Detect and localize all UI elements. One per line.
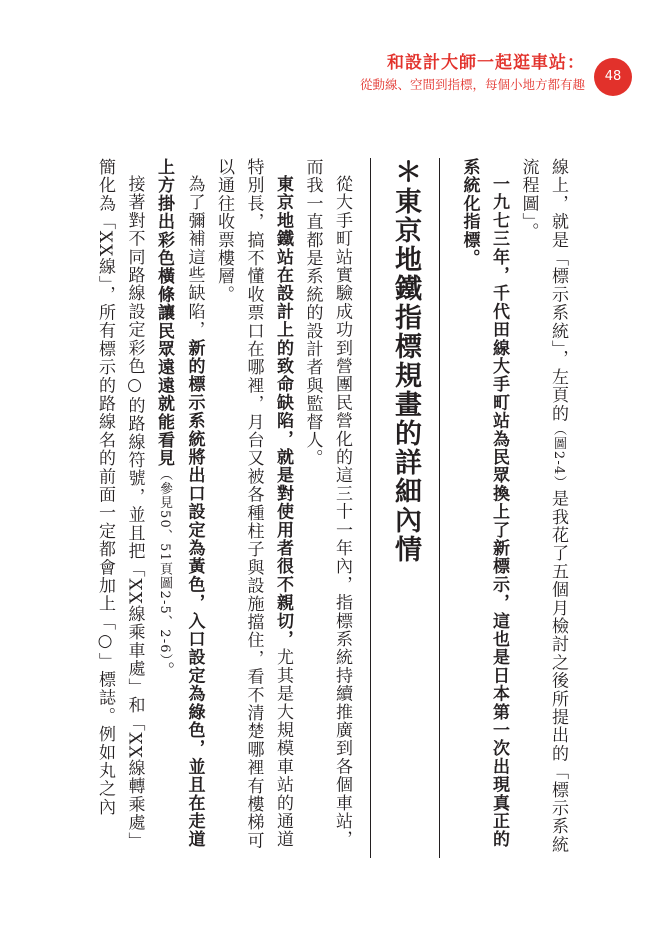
paragraph-1-text: 線上，就是「標示系統」，左頁的 bbox=[548, 158, 568, 423]
section-heading: ＊東京地鐵指標規畫的詳細內情 bbox=[370, 158, 440, 858]
paragraph-5-bold: 新的標示系統將出口設定為黃色，入口設定為綠色，並且在走道上方掛出彩色橫條讓民眾遠遠就能看見 bbox=[154, 158, 205, 849]
book-title: 和設計大師一起逛車站： bbox=[387, 53, 585, 73]
running-header bbox=[360, 52, 585, 94]
paragraph-5-head: 為了彌補這些缺陷， bbox=[184, 175, 205, 339]
paragraph-1-tail: 是我花了五個月檢討之後所提出的「標示系統流程圖」。 bbox=[518, 158, 568, 854]
vertical-body-text bbox=[90, 158, 574, 858]
paragraph-4-tail: 尤其是大規模車站的通道特別長，搞不懂收票口在哪裡，月台又被各種柱子與設施擋住，看不清楚哪裡有樓梯可以通往收票樓層。 bbox=[214, 158, 293, 850]
paragraph-4-bold: 東京地鐵站在設計上的致命缺陷，就是對使用者很不親切， bbox=[273, 175, 293, 649]
paragraph-3: 從大手町站實驗成功到營團民營化的這三十一年內，指標系統持續推廣到各個車站，而我一直都是系統的設計者與監督人。 bbox=[302, 158, 352, 849]
page-number-badge: 48 bbox=[594, 58, 632, 96]
paragraph-4 bbox=[209, 158, 298, 858]
paragraph-6: 接著對不同路線設定彩色○的路線符號，並且把「XX線乘車處」和「XX線轉乘處」簡化為「XX線」，所有標示的路線名的前面一定都會加上「○」標誌。例如丸之內 bbox=[95, 158, 145, 851]
book-subtitle: 從動線、空間到指標，每個小地方都有趣 bbox=[359, 77, 585, 92]
paragraph-1 bbox=[513, 158, 573, 858]
paragraph-5 bbox=[149, 158, 209, 858]
figure-reference: （圖2-4） bbox=[551, 422, 566, 490]
paragraph-2-bold: 一九七三年，千代田線大手町站為民眾換上了新標示，這也是日本第一次出現真正的系統化指標。 bbox=[459, 158, 509, 849]
paragraph-5-end: 。 bbox=[154, 661, 174, 680]
figure-reference-2: （參見50、51頁圖2-5、2-6） bbox=[157, 467, 172, 662]
